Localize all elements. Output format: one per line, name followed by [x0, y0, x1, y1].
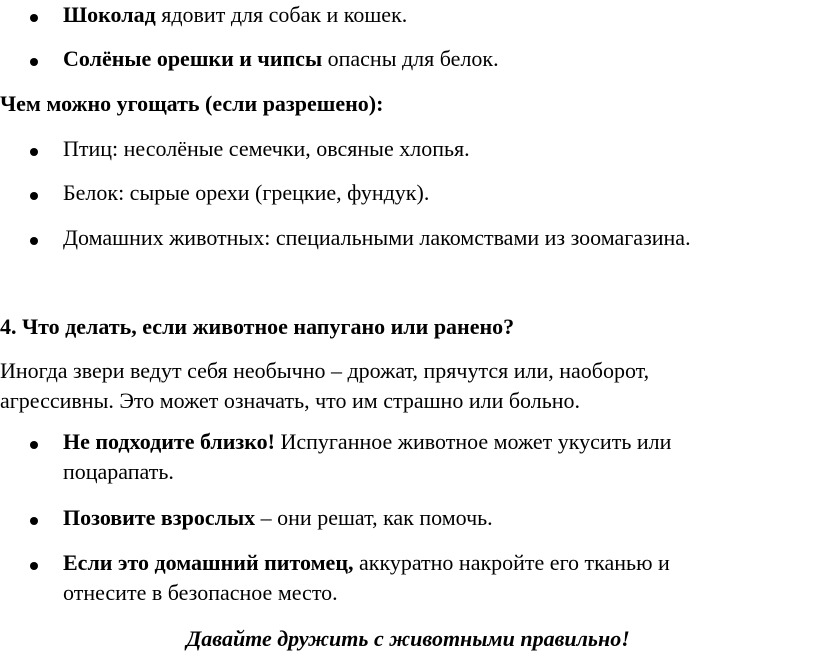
treats-heading: Чем можно угощать (если разрешено):: [0, 91, 384, 116]
intro-line-1: Иногда звери ведут себя необычно – дрожат, прячутся или, наоборот,: [0, 358, 650, 383]
item-text: Испуганное животное может укусить или: [274, 429, 672, 454]
list-item-squirrels: Белок: сырые орехи (грецкие, фундук).: [63, 180, 430, 205]
list-item-pets: Домашних животных: специальными лакомствами из зоомагазина.: [63, 225, 691, 250]
list-item-dont-approach: [63, 428, 671, 456]
bullet-dot: [30, 58, 38, 66]
list-item-nuts: [63, 45, 499, 73]
list-item-pet: [63, 549, 670, 577]
list-item-chocolate: [63, 1, 407, 29]
bullet-dot: [30, 192, 38, 200]
item-text: ядовит для собак и кошек.: [155, 2, 408, 27]
list-item-continuation: отнесите в безопасное место.: [63, 580, 338, 605]
closing-line: Давайте дружить с животными правильно!: [186, 626, 630, 651]
item-bold: Шоколад: [63, 2, 156, 27]
bullet-dot: [30, 441, 38, 449]
item-bold: Позовите взрослых: [63, 505, 256, 530]
item-bold: Не подходите близко!: [63, 429, 275, 454]
list-item-birds: Птиц: несолёные семечки, овсяные хлопья.: [63, 136, 470, 161]
item-text: опасны для белок.: [322, 46, 499, 71]
intro-line-2: агрессивны. Это может означать, что им страшно или больно.: [0, 388, 581, 413]
item-text: – они решат, как помочь.: [255, 505, 493, 530]
bullet-dot: [30, 237, 38, 245]
section-heading: 4. Что делать, если животное напугано или ранено?: [0, 314, 515, 339]
bullet-dot: [30, 14, 38, 22]
bullet-dot: [30, 517, 38, 525]
item-text: аккуратно накройте его тканью и: [353, 550, 670, 575]
item-bold: Солёные орешки и чипсы: [63, 46, 323, 71]
bullet-dot: [30, 148, 38, 156]
list-item-call-adults: [63, 504, 493, 532]
list-item-continuation: поцарапать.: [63, 459, 174, 484]
item-bold: Если это домашний питомец,: [63, 550, 354, 575]
bullet-dot: [30, 562, 38, 570]
